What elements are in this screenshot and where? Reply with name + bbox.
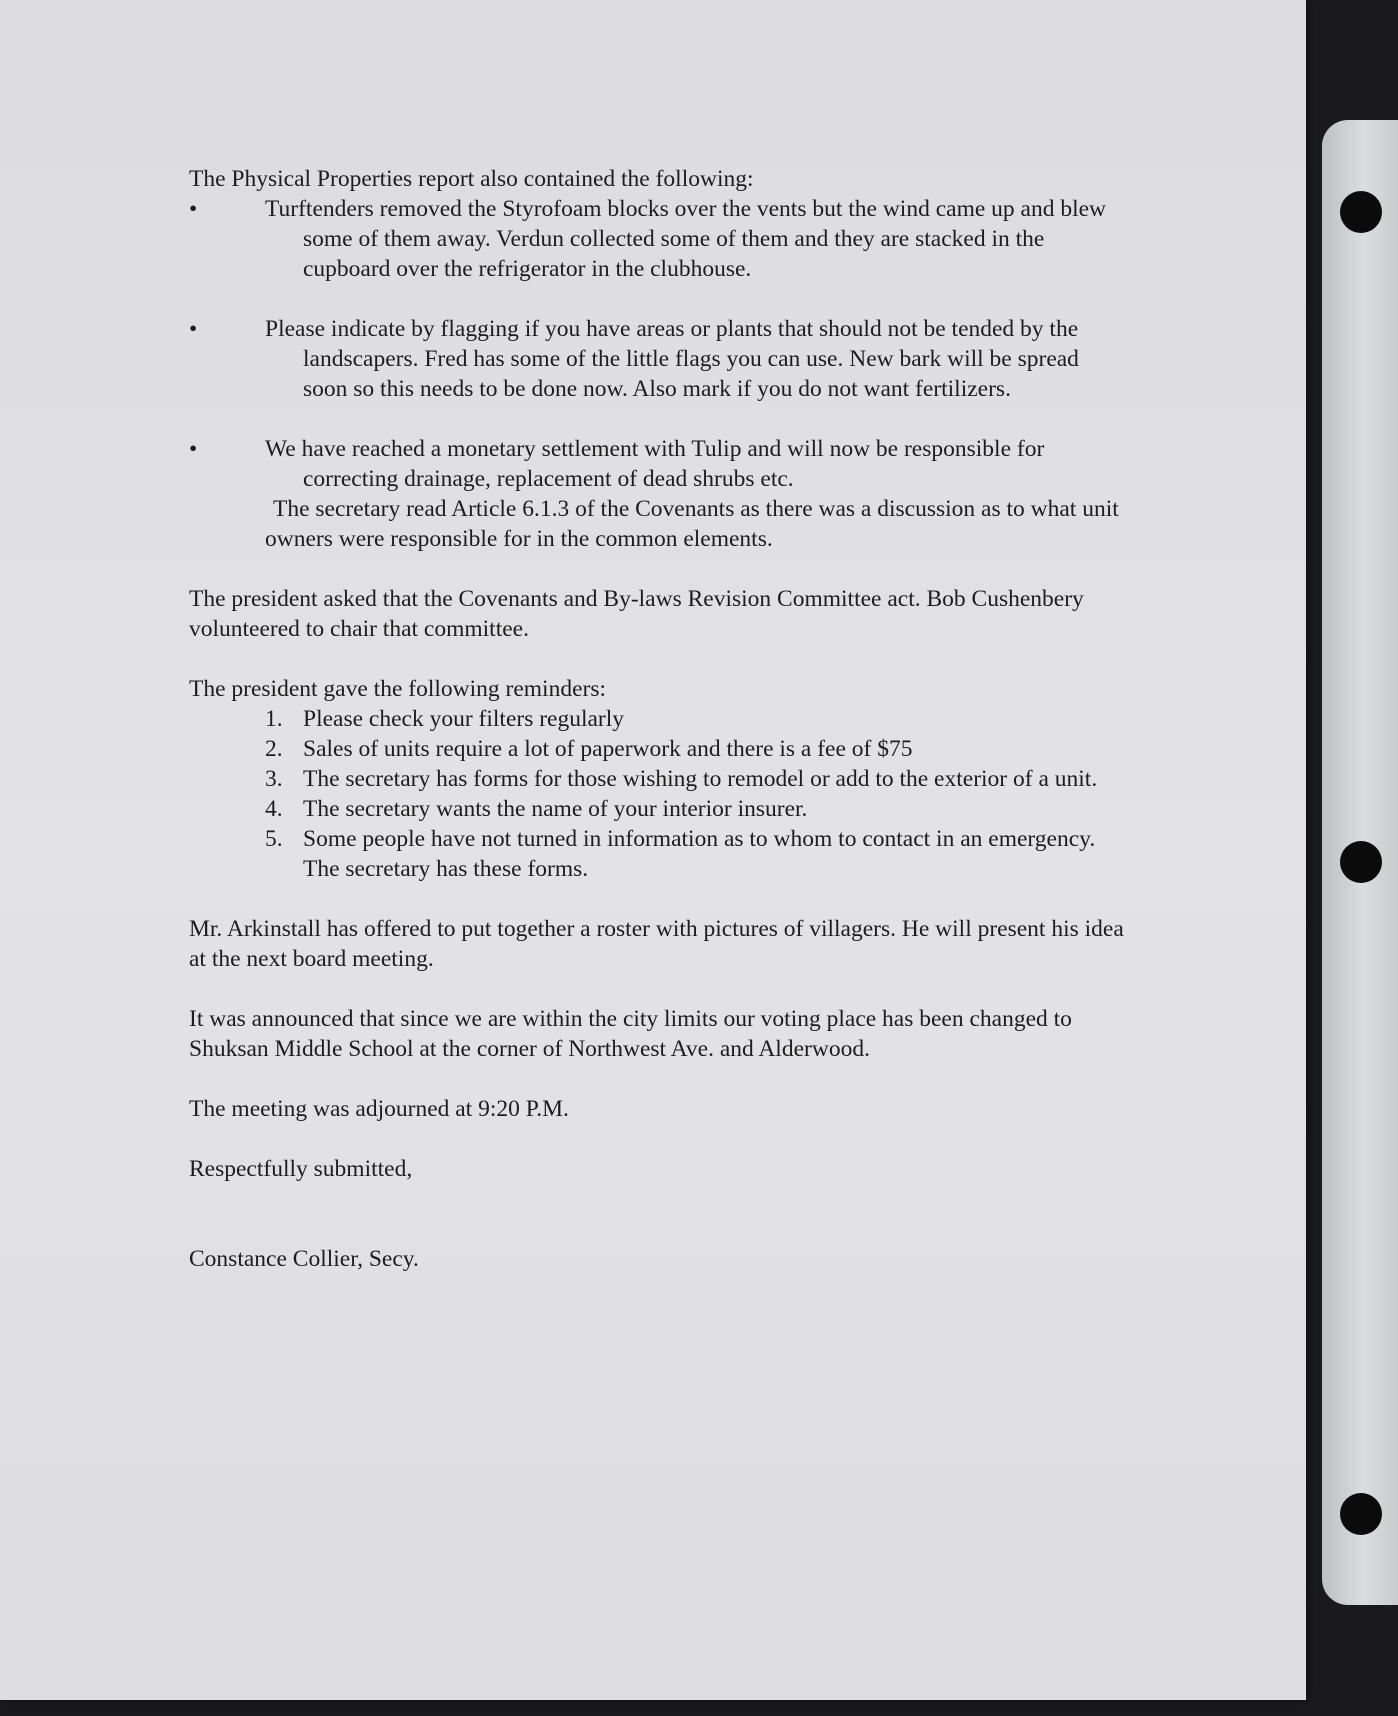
committee-paragraph: The president asked that the Covenants and By-laws Revision Committee act. Bob Cushenbery volunteered to chair that committee. [189, 586, 1084, 642]
bullet-text-flagging: Please indicate by flagging if you have areas or plants that should not be tended by the landscapers. Fred has some of the little flags you can use. New bark will be spread soon so this needs to be done now. Also mark if you do not want fertilizers. [265, 316, 1079, 402]
list-number: 3. [265, 766, 283, 792]
document-body [189, 164, 1129, 1274]
closing-line: Respectfully submitted, [189, 1156, 413, 1182]
list-item [189, 194, 1129, 284]
list-item [189, 314, 1129, 404]
list-text: The secretary wants the name of your interior insurer. [303, 796, 808, 822]
bullet-icon: • [189, 196, 198, 222]
list-number: 1. [265, 706, 283, 732]
list-text: Some people have not turned in information as to whom to contact in an emergency. The secretary has these forms. [303, 826, 1096, 882]
list-item [265, 764, 1129, 794]
list-text: Please check your filters regularly [303, 706, 625, 732]
punch-hole-icon [1340, 191, 1382, 233]
roster-paragraph: Mr. Arkinstall has offered to put together a roster with pictures of villagers. He will present his idea at the next board meeting. [189, 916, 1124, 972]
list-item [265, 704, 1129, 734]
bullet-icon: • [189, 436, 198, 462]
list-number: 4. [265, 796, 283, 822]
physical-properties-bullets [189, 194, 1129, 554]
spacer [189, 884, 1129, 914]
list-text: Sales of units require a lot of paperwork and there is a fee of $75 [303, 736, 913, 762]
punch-hole-icon [1340, 1493, 1382, 1535]
article-note: The secretary read Article 6.1.3 of the Covenants as there was a discussion as to what unit owners were responsible for in the common elements. [265, 496, 1119, 552]
list-item [265, 824, 1129, 884]
list-item [189, 434, 1129, 554]
signature-gap [189, 1184, 1129, 1244]
voting-paragraph: It was announced that since we are within the city limits our voting place has been changed to Shuksan Middle School at the corner of Northwest Ave. and Alderwood. [189, 1006, 1072, 1062]
list-number: 2. [265, 736, 283, 762]
adjourned-paragraph: The meeting was adjourned at 9:20 P.M. [189, 1096, 569, 1122]
list-item [265, 794, 1129, 824]
list-text: The secretary has forms for those wishing to remodel or add to the exterior of a unit. [303, 766, 1098, 792]
reminders-list [265, 704, 1129, 884]
reminders-intro: The president gave the following reminders: [189, 676, 606, 702]
physical-properties-intro: The Physical Properties report also contained the following: [189, 166, 754, 192]
list-item [265, 734, 1129, 764]
punch-hole-icon [1340, 841, 1382, 883]
list-number: 5. [265, 826, 283, 852]
bullet-text-tulip: We have reached a monetary settlement with Tulip and will now be responsible for correcting drainage, replacement of dead shrubs etc. [265, 436, 1045, 492]
bullet-icon: • [189, 316, 198, 342]
signature-line: Constance Collier, Secy. [189, 1246, 419, 1272]
bullet-text-turftenders: Turftenders removed the Styrofoam blocks over the vents but the wind came up and blew some of them away. Verdun collected some of them and they are stacked in the cupboard over the refrigerator in the clubhouse. [265, 196, 1107, 282]
